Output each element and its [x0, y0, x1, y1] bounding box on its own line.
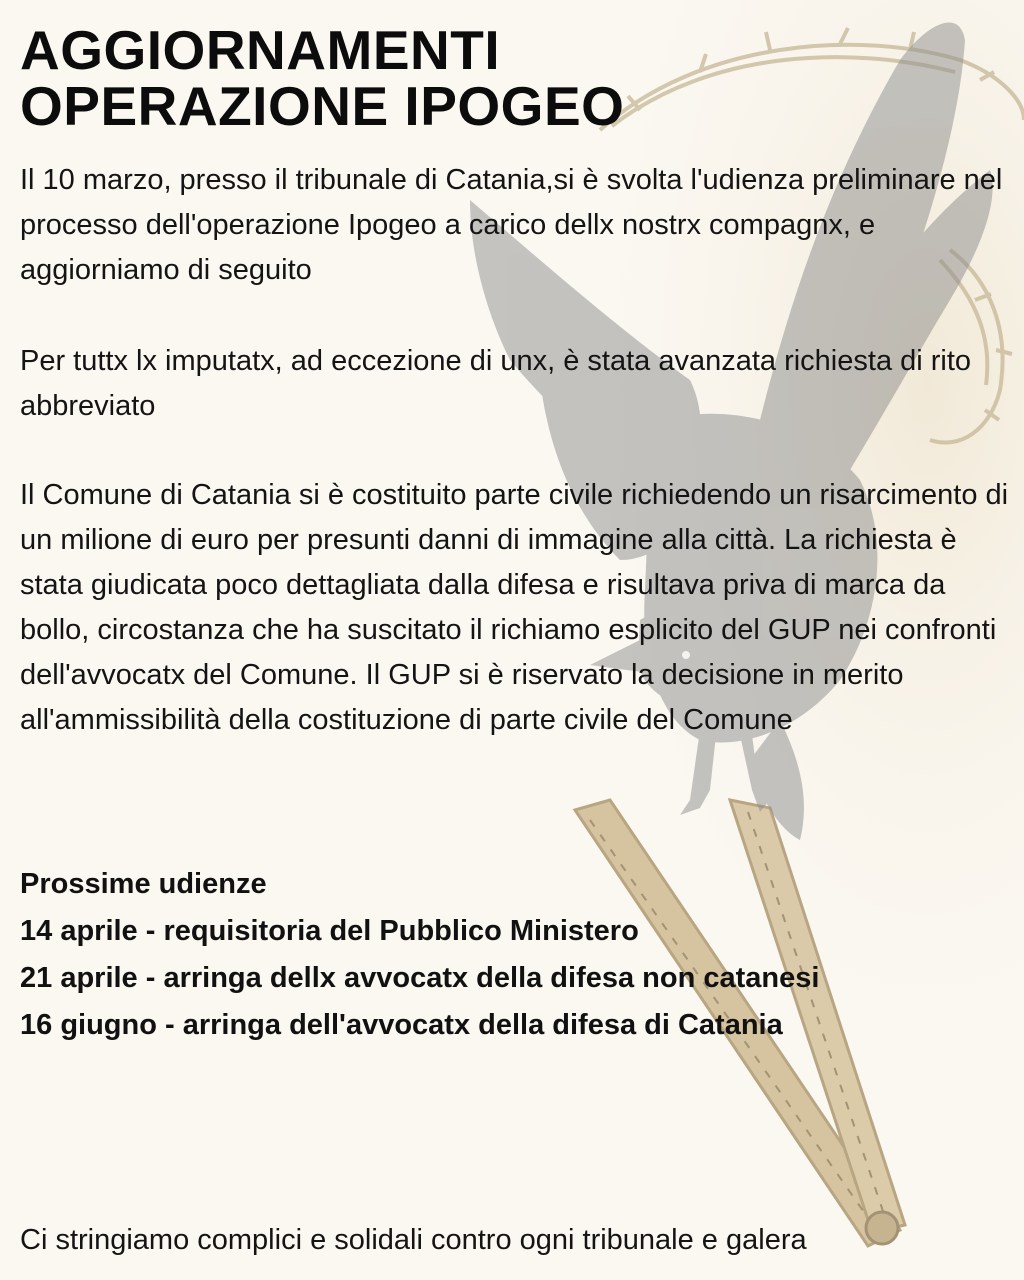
hearing-item: 21 aprile - arringa dellx avvocatx della difesa non catanesi [20, 962, 820, 994]
post-content [20, 19, 1010, 1049]
hearing-item: 16 giugno - arringa dell'avvocatx della difesa di Catania [20, 1009, 783, 1041]
paragraph-civil-party: Il Comune di Catania si è costituito parte civile richiedendo un risarcimento di un milione di euro per presunti danni di immagine alla città. La richiesta è stata giudicata poco dettagliata dalla difesa e risultava priva di marca da bollo, circostanza che ha suscitato il richiamo esplicito del GUP nei confronti dell'avvocatx del Comune. Il GUP si è riservato la decisione in merito all'ammissibilità della costituzione di parte civile del Comune [20, 479, 1009, 736]
hearing-item: 14 aprile - requisitoria del Pubblico Ministero [20, 915, 639, 947]
page-title [20, 19, 1010, 137]
upcoming-hearings [20, 861, 1010, 1049]
title-line-1: AGGIORNAMENTI [20, 19, 501, 81]
closing-statement: Ci stringiamo complici e solidali contro ogni tribunale e galera [20, 1224, 807, 1256]
title-line-2: OPERAZIONE IPOGEO [20, 75, 625, 137]
paragraph-abbreviated-rite: Per tuttx lx imputatx, ad eccezione di unx, è stata avanzata richiesta di rito abbreviato [20, 345, 972, 422]
hearings-heading: Prossime udienze [20, 868, 267, 900]
paragraph-hearing-summary: Il 10 marzo, presso il tribunale di Catania,si è svolta l'udienza preliminare nel processo dell'operazione Ipogeo a carico dellx nostrx compagnx, e aggiorniamo di seguito [20, 164, 1003, 286]
